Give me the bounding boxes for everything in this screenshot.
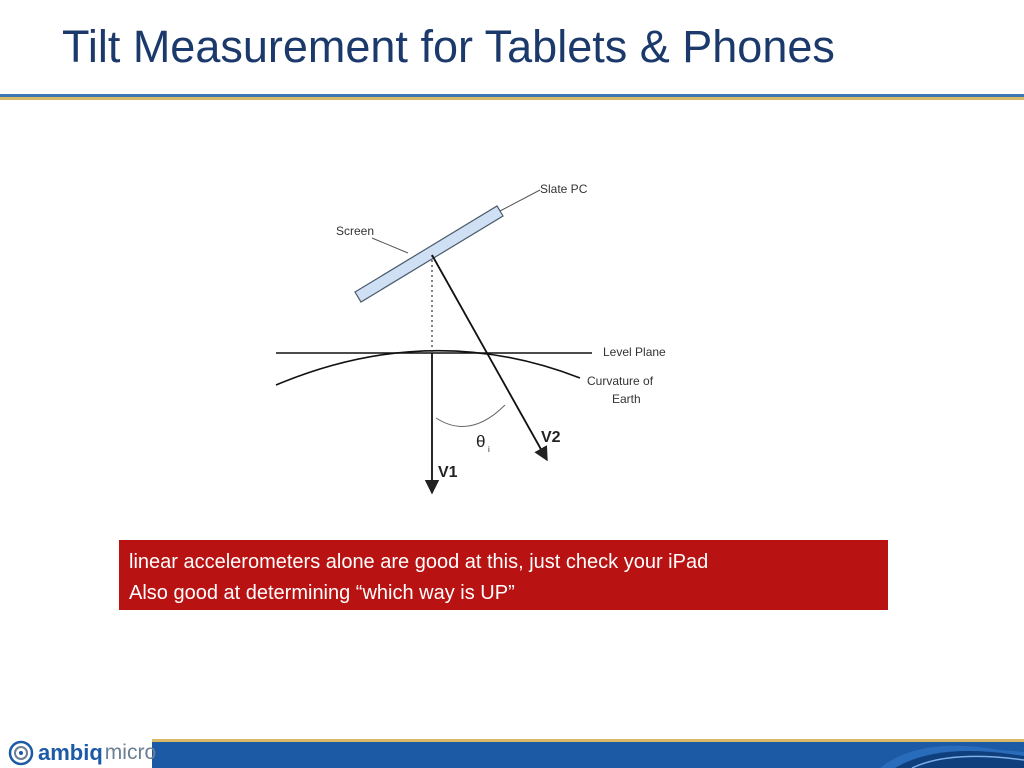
curvature-label-line2: Earth: [612, 392, 641, 406]
logo-text-primary: ambiq: [38, 740, 103, 765]
ambiq-logo-icon: [8, 740, 34, 766]
callout-line-2: Also good at determining “which way is UP”: [129, 582, 515, 604]
slide-title: Tilt Measurement for Tablets & Phones: [62, 21, 835, 72]
slate-pc-shape: [355, 206, 503, 302]
v1-label: V1: [438, 464, 458, 481]
company-logo: [8, 738, 156, 768]
v2-vector-arrow: [432, 255, 547, 460]
footer-swoosh-graphic: [860, 742, 1024, 768]
tilt-angle-arc: [436, 405, 505, 426]
v2-label: V2: [541, 429, 561, 446]
screen-leader: [372, 238, 408, 253]
slate-pc-label: Slate PC: [540, 182, 588, 196]
callout-line-1: linear accelerometers alone are good at this, just check your iPad: [129, 551, 709, 573]
slate-pc-leader: [500, 190, 540, 211]
earth-curvature-line: [276, 351, 580, 385]
theta-subscript-label: i: [488, 445, 490, 454]
logo-text-secondary: micro: [104, 741, 157, 764]
level-plane-label: Level Plane: [603, 345, 666, 359]
theta-label: θ: [476, 432, 486, 451]
curvature-label-line1: Curvature of: [587, 374, 654, 388]
screen-label: Screen: [336, 224, 375, 238]
info-callout: [119, 540, 888, 610]
